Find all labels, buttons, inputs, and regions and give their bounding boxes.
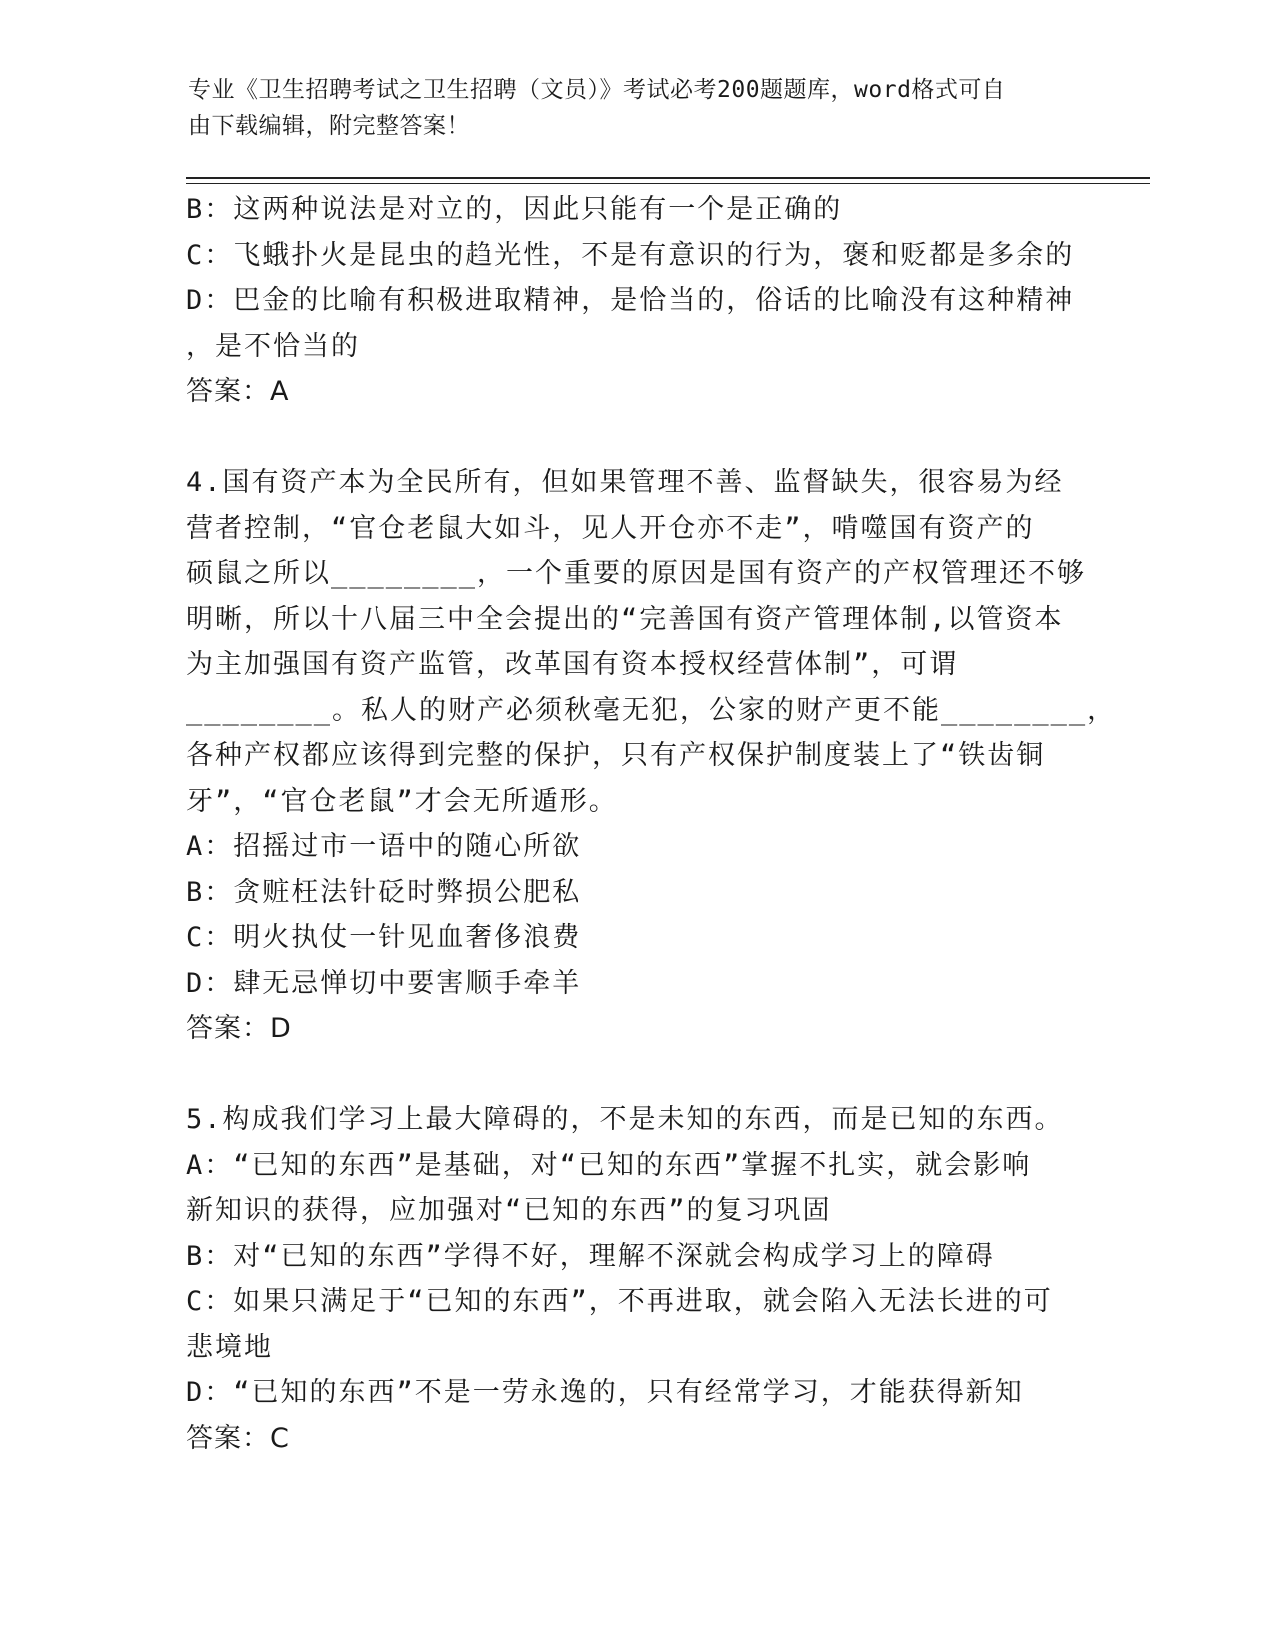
q4-option-a: A：招摇过市一语中的随心所欲	[186, 831, 582, 862]
q5-stem: 5.构成我们学习上最大障碍的，不是未知的东西，而是已知的东西。	[186, 1104, 1064, 1135]
q3-option-c: C：飞蛾扑火是昆虫的趋光性，不是有意识的行为，褒和贬都是多余的	[186, 239, 1075, 271]
q3-option-d-line-2: ，是不恰当的	[186, 330, 360, 362]
q5-answer: 答案：C	[186, 1422, 290, 1454]
q5-option-c-line-1: C：如果只满足于“已知的东西”，不再进取，就会陷入无法长进的可	[186, 1286, 1053, 1317]
header-title-line-1: 专业《卫生招聘考试之卫生招聘（文员）》考试必考200题题库，word格式可自	[188, 77, 1006, 103]
q3-option-b: B：这两种说法是对立的，因此只能有一个是正确的	[186, 194, 843, 225]
question-content	[186, 187, 1117, 1461]
document-header	[188, 72, 1068, 144]
question-5	[186, 1097, 1076, 1461]
q4-answer: 答案：D	[186, 1013, 292, 1044]
header-divider-thick	[186, 177, 1150, 179]
q3-option-d-line-1: D：巴金的比喻有积极进取精神，是恰当的，俗话的比喻没有这种精神	[186, 285, 1075, 316]
q4-stem-line-3: 硕鼠之所以________，一个重要的原因是国有资产的产权管理还不够	[186, 558, 1087, 589]
q5-option-b: B：对“已知的东西”学得不好，理解不深就会构成学习上的障碍	[186, 1240, 995, 1272]
question-3	[186, 187, 1076, 415]
header-title-line-2: 由下载编辑，附完整答案！	[188, 113, 470, 139]
q5-option-a-line-1: A：“已知的东西”是基础，对“已知的东西”掌握不扎实，就会影响	[186, 1149, 1032, 1181]
q4-stem-line-4: 明晰，所以十八届三中全会提出的“完善国有资产管理体制,以管资本	[186, 603, 1064, 635]
header-divider-thin	[186, 183, 1150, 184]
spacer	[186, 1052, 1076, 1098]
q4-stem-line-2: 营者控制，“官仓老鼠大如斗，见人开仓亦不走”，啃噬国有资产的	[186, 512, 1035, 544]
q4-stem-line-5: 为主加强国有资产监管，改革国有资本授权经营体制”，可谓	[186, 649, 959, 680]
q3-answer: 答案：A	[186, 376, 290, 407]
q4-stem-line-8: 牙”，“官仓老鼠”才会无所遁形。	[186, 785, 618, 817]
q5-option-c-line-2: 悲境地	[186, 1331, 273, 1363]
q5-option-d: D：“已知的东西”不是一劳永逸的，只有经常学习，才能获得新知	[186, 1377, 1024, 1408]
q4-option-d: D：肆无忌惮切中要害顺手牵羊	[186, 967, 582, 999]
q4-option-c: C：明火执仗一针见血奢侈浪费	[186, 922, 582, 953]
q4-stem-line-7: 各种产权都应该得到完整的保护，只有产权保护制度装上了“铁齿铜	[186, 740, 1046, 771]
question-4	[186, 460, 1117, 1052]
q5-option-a-line-2: 新知识的获得，应加强对“已知的东西”的复习巩固	[186, 1195, 832, 1226]
q4-option-b: B：贪赃枉法针砭时弊损公肥私	[186, 876, 582, 908]
spacer	[186, 415, 1076, 461]
q4-stem-line-6: ________。私人的财产必须秋毫无犯，公家的财产更不能________，	[186, 694, 1117, 726]
q4-stem-line-1: 4.国有资产本为全民所有，但如果管理不善、监督缺失，很容易为经	[186, 467, 1064, 498]
